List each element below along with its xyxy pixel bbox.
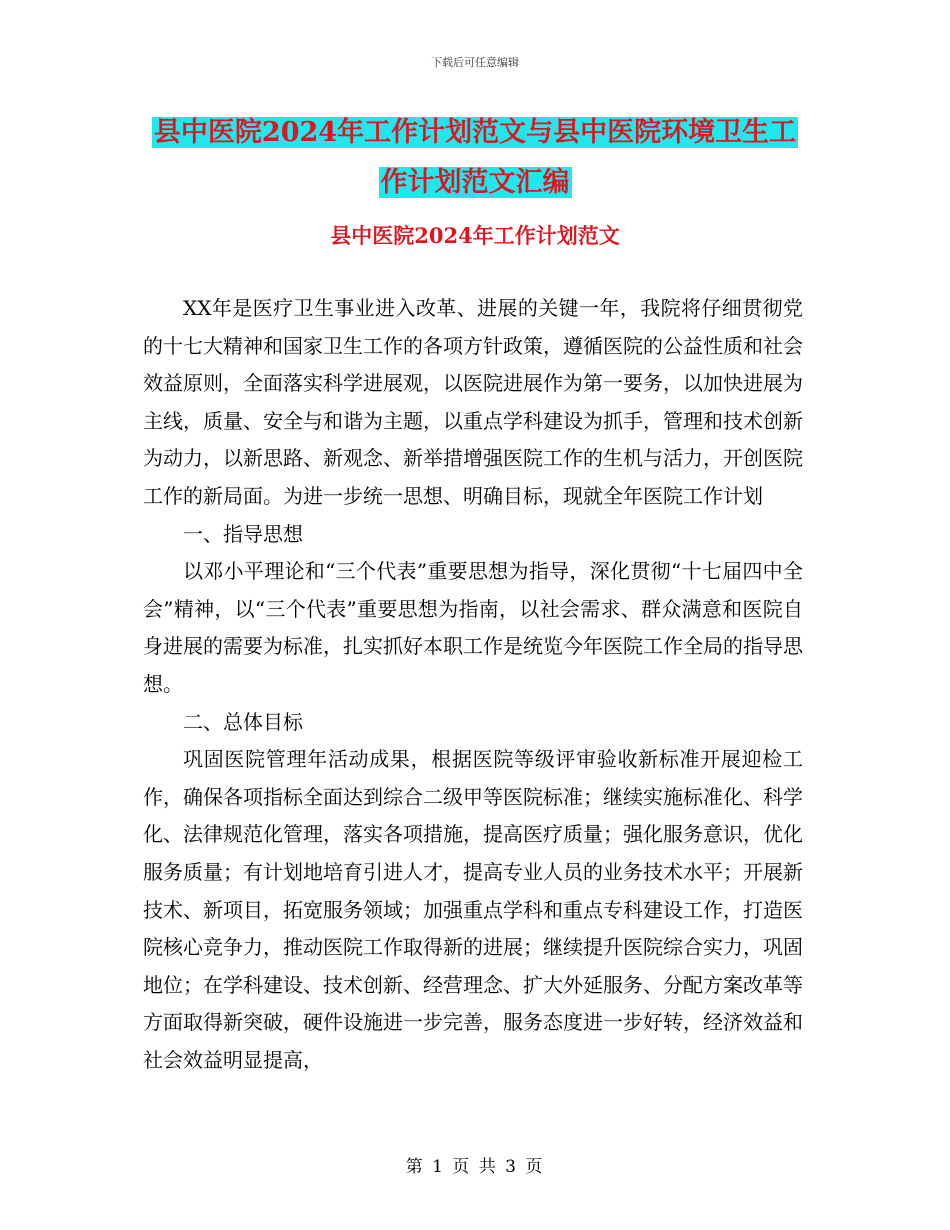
document-body <box>143 290 803 1079</box>
page-header-note: 下载后可任意编辑 <box>431 56 519 69</box>
document-title <box>0 108 950 208</box>
paragraph-intro: XX年是医疗卫生事业进入改革、进展的关键一年，我院将仔细贯彻党的十七大精神和国家卫生工作的各项方针政策，遵循医院的公益性质和社会效益原则，全面落实科学进展观，以医院进展作为第一要务，以加快进展为主线，质量、安全与和谐为主题，以重点学科建设为抓手，管理和技术创新为动力，以新思路、新观念、新举措增强医院工作的生机与活力，开创医院工作的新局面。为进一步统一思想、明确目标，现就全年医院工作计划 <box>143 296 803 508</box>
paragraph-overall-goals: 巩固医院管理年活动成果，根据医院等级评审验收新标准开展迎检工作，确保各项指标全面达到综合二级甲等医院标准；继续实施标准化、科学化、法律规范化管理，落实各项措施，提高医疗质量；强化服务意识，优化服务质量；有计划地培育引进人才，提高专业人员的业务技术水平；开展新技术、新项目，拓宽服务领域；加强重点学科和重点专科建设工作，打造医院核心竞争力，推动医院工作取得新的进展；继续提升医院综合实力，巩固地位；在学科建设、技术创新、经营理念、扩大外延服务、分配方案改革等方面取得新突破，硬件设施进一步完善，服务态度进一步好转，经济效益和社会效益明显提高， <box>143 747 803 1072</box>
paragraph-guiding-ideology: 以邓小平理论和“三个代表”重要思想为指导，深化贯彻“十七届四中全会”精神，以“三个代表”重要思想为指南，以社会需求、群众满意和医院自身进展的需要为标准，扎实抓好本职工作是统览今年医院工作全局的指导思想。 <box>143 559 803 696</box>
page-number-footer: 第 1 页 共 3 页 <box>405 1157 545 1177</box>
heading-guiding-ideology: 一、指导思想 <box>183 521 303 546</box>
section-title: 县中医院2024年工作计划范文 <box>330 223 620 248</box>
document-title-line2: 作计划范文汇编 <box>380 167 570 198</box>
document-title-line1: 县中医院2024年工作计划范文与县中医院环境卫生工 <box>153 117 797 148</box>
heading-overall-goals: 二、总体目标 <box>183 709 303 734</box>
